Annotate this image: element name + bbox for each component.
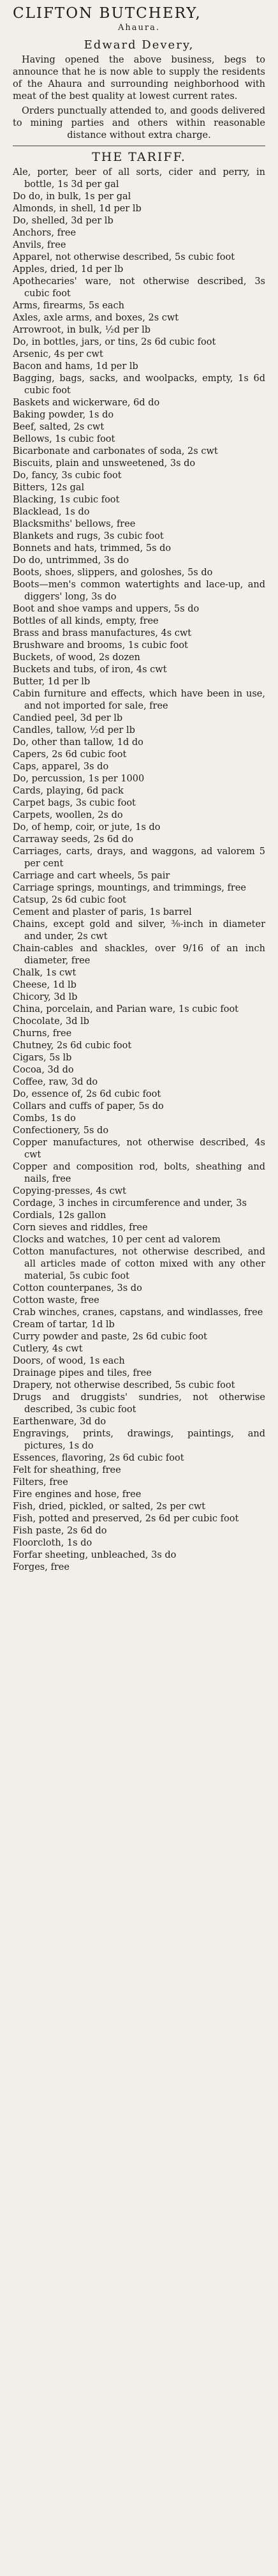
tariff-entry: Do, shelled, 3d per lb	[13, 216, 113, 226]
tariff-entry: Blacklead, 1s do	[13, 507, 90, 517]
tariff-entry: Beef, salted, 2s cwt	[13, 422, 105, 432]
tariff-list	[13, 167, 265, 1574]
tariff-entry: Boot and shoe vamps and uppers, 5s do	[13, 604, 200, 614]
tariff-entry: Copper manufactures, not otherwise described, 4s cwt	[13, 1138, 265, 1160]
tariff-entry: Arms, firearms, 5s each	[13, 301, 124, 311]
tariff-entry: Cement and plaster of paris, 1s barrel	[13, 907, 192, 917]
tariff-entry: Buckets, of wood, 2s dozen	[13, 652, 140, 663]
tariff-entry: Boots—men's common watertights and lace-up, and diggers' long, 3s do	[13, 580, 265, 602]
tariff-entry: Bellows, 1s cubic foot	[13, 434, 115, 444]
tariff-entry: Arsenic, 4s per cwt	[13, 349, 103, 359]
tariff-entry: Collars and cuffs of paper, 5s do	[13, 1101, 164, 1111]
tariff-entry: Fish paste, 2s 6d do	[13, 1526, 107, 1536]
tariff-entry: Arrowroot, in bulk, ½d per lb	[13, 325, 151, 335]
tariff-entry: Almonds, in shell, 1d per lb	[13, 204, 142, 214]
tariff-entry: Do, essence of, 2s 6d cubic foot	[13, 1089, 161, 1099]
tariff-entry: Do, other than tallow, 1d do	[13, 737, 143, 748]
tariff-entry: Candles, tallow, ½d per lb	[13, 725, 135, 735]
tariff-entry: Buckets and tubs, of iron, 4s cwt	[13, 665, 167, 675]
tariff-entry: Chocolate, 3d lb	[13, 1016, 89, 1027]
tariff-entry: Essences, flavoring, 2s 6d cubic foot	[13, 1453, 184, 1463]
tariff-entry: Earthenware, 3d do	[13, 1417, 106, 1427]
tariff-entry: China, porcelain, and Parian ware, 1s cubic foot	[13, 1004, 239, 1014]
tariff-entry: Butter, 1d per lb	[13, 677, 91, 687]
tariff-entry: Anchors, free	[13, 228, 77, 238]
tariff-entry: Cutlery, 4s cwt	[13, 1344, 83, 1354]
tariff-entry: Coffee, raw, 3d do	[13, 1077, 98, 1087]
tariff-entry: Chains, except gold and silver, ⅜-inch in diameter and under, 2s cwt	[13, 919, 265, 942]
tariff-entry: Crab winches, cranes, capstans, and windlasses, free	[13, 1307, 263, 1318]
tariff-entry: Drainage pipes and tiles, free	[13, 1368, 152, 1378]
tariff-entry: Do, fancy, 3s cubic foot	[13, 471, 122, 481]
tariff-entry: Cards, playing, 6d pack	[13, 786, 124, 796]
tariff-entry: Fish, dried, pickled, or salted, 2s per cwt	[13, 1502, 206, 1512]
tariff-entry: Blacking, 1s cubic foot	[13, 495, 120, 505]
tariff-entry: Chicory, 3d lb	[13, 992, 78, 1002]
tariff-entry: Bonnets and hats, trimmed, 5s do	[13, 543, 172, 554]
tariff-entry: Clocks and watches, 10 per cent ad valorem	[13, 1235, 221, 1245]
tariff-entry: Bottles of all kinds, empty, free	[13, 616, 159, 626]
tariff-entry: Bacon and hams, 1d per lb	[13, 361, 138, 372]
delivery-paragraph: Orders punctually attended to, and goods delivered to mining parties and others within reasonable distance without extra charge.	[13, 106, 265, 140]
tariff-entry: Bicarbonate and carbonates of soda, 2s cwt	[13, 446, 218, 456]
tariff-entry: Cordials, 12s gallon	[13, 1210, 106, 1221]
tariff-entry: Biscuits, plain and unsweetened, 3s do	[13, 458, 196, 469]
tariff-entry: Brass and brass manufactures, 4s cwt	[13, 628, 192, 638]
tariff-entry: Cabin furniture and effects, which have been in use, and not imported for sale, free	[13, 689, 265, 711]
tariff-entry: Boots, shoes, slippers, and goloshes, 5s do	[13, 568, 213, 578]
tariff-entry: Floorcloth, 1s do	[13, 1538, 92, 1548]
tariff-entry: Catsup, 2s 6d cubic foot	[13, 895, 127, 905]
tariff-entry: Apothecaries' ware, not otherwise described, 3s cubic foot	[13, 276, 265, 299]
tariff-entry: Copying-presses, 4s cwt	[13, 1186, 127, 1196]
tariff-entry: Do, of hemp, coir, or jute, 1s do	[13, 822, 161, 832]
tariff-entry: Copper and composition rod, bolts, sheathing and nails, free	[13, 1162, 265, 1184]
tariff-entry: Felt for sheathing, free	[13, 1465, 121, 1475]
tariff-entry: Carpets, woollen, 2s do	[13, 810, 123, 820]
tariff-entry: Do, percussion, 1s per 1000	[13, 774, 145, 784]
tariff-entry: Bagging, bags, sacks, and woolpacks, empty, 1s 6d cubic foot	[13, 373, 265, 396]
tariff-entry: Cotton counterpanes, 3s do	[13, 1283, 142, 1293]
tariff-entry: Doors, of wood, 1s each	[13, 1356, 125, 1366]
tariff-entry: Carriages, carts, drays, and waggons, ad valorem 5 per cent	[13, 847, 265, 869]
tariff-entry: Candied peel, 3d per lb	[13, 713, 123, 723]
tariff-entry: Anvils, free	[13, 240, 66, 250]
tariff-entry: Chutney, 2s 6d cubic foot	[13, 1041, 132, 1051]
tariff-entry: Do, in bottles, jars, or tins, 2s 6d cubic foot	[13, 337, 216, 347]
tariff-entry: Churns, free	[13, 1028, 72, 1039]
tariff-entry: Fire engines and hose, free	[13, 1489, 142, 1500]
tariff-entry: Do do, in bulk, 1s per gal	[13, 192, 131, 202]
business-location: Ahaura.	[118, 23, 160, 33]
tariff-entry: Fish, potted and preserved, 2s 6d per cubic foot	[13, 1514, 239, 1524]
business-title: CLIFTON BUTCHERY,	[13, 5, 201, 22]
tariff-entry: Chain-cables and shackles, over 9/16 of an inch diameter, free	[13, 944, 265, 966]
tariff-entry: Forfar sheeting, unbleached, 3s do	[13, 1550, 177, 1560]
tariff-entry: Carriage and cart wheels, 5s pair	[13, 871, 170, 881]
tariff-entry: Baking powder, 1s do	[13, 410, 114, 420]
tariff-entry: Curry powder and paste, 2s 6d cubic foot	[13, 1332, 207, 1342]
tariff-entry: Cordage, 3 inches in circumference and under, 3s	[13, 1198, 247, 1209]
tariff-entry: Capers, 2s 6d cubic foot	[13, 749, 127, 760]
tariff-entry: Do do, untrimmed, 3s do	[13, 555, 129, 566]
tariff-entry: Drapery, not otherwise described, 5s cubic foot	[13, 1380, 235, 1390]
tariff-entry: Axles, axle arms, and boxes, 2s cwt	[13, 313, 179, 323]
tariff-entry: Forges, free	[13, 1562, 70, 1572]
tariff-entry: Cigars, 5s lb	[13, 1053, 72, 1063]
tariff-entry: Caps, apparel, 3s do	[13, 762, 109, 772]
tariff-entry: Bitters, 12s gal	[13, 483, 85, 493]
tariff-entry: Engravings, prints, drawings, paintings, and pictures, 1s do	[13, 1429, 265, 1451]
tariff-entry: Carpet bags, 3s cubic foot	[13, 798, 136, 808]
tariff-entry: Baskets and wickerware, 6d do	[13, 398, 160, 408]
tariff-entry: Cocoa, 3d do	[13, 1065, 74, 1075]
tariff-entry: Cheese, 1d lb	[13, 980, 77, 990]
tariff-entry: Apples, dried, 1d per lb	[13, 264, 124, 275]
proprietor-name: Edward Devery,	[84, 38, 194, 52]
tariff-entry: Carraway seeds, 2s 6d do	[13, 834, 134, 845]
tariff-entry: Carriage springs, mountings, and trimmings, free	[13, 883, 246, 893]
tariff-entry: Cotton waste, free	[13, 1295, 99, 1306]
tariff-entry: Apparel, not otherwise described, 5s cubic foot	[13, 252, 235, 262]
tariff-entry: Confectionery, 5s do	[13, 1126, 109, 1136]
tariff-entry: Ale, porter, beer of all sorts, cider and perry, in bottle, 1s 3d per gal	[13, 167, 265, 190]
tariff-entry: Combs, 1s do	[13, 1113, 76, 1124]
tariff-heading: THE TARIFF.	[92, 150, 186, 164]
tariff-entry: Chalk, 1s cwt	[13, 968, 77, 978]
tariff-entry: Blacksmiths' bellows, free	[13, 519, 136, 529]
tariff-entry: Blankets and rugs, 3s cubic foot	[13, 531, 164, 541]
tariff-entry: Cream of tartar, 1d lb	[13, 1320, 115, 1330]
tariff-entry: Cotton manufactures, not otherwise described, and all articles made of cotton mixed with any other material, 5s cubic foot	[13, 1247, 265, 1281]
tariff-entry: Corn sieves and riddles, free	[13, 1223, 148, 1233]
tariff-entry: Filters, free	[13, 1477, 68, 1488]
tariff-entry: Drugs and druggists' sundries, not otherwise described, 3s cubic foot	[13, 1392, 265, 1415]
announcement-paragraph: Having opened the above business, begs to announce that he is now able to supply the residents of the Ahaura and surrounding neighborhood with meat of the best quality at lowest current rates.	[13, 55, 265, 102]
tariff-entry: Brushware and brooms, 1s cubic foot	[13, 640, 188, 651]
